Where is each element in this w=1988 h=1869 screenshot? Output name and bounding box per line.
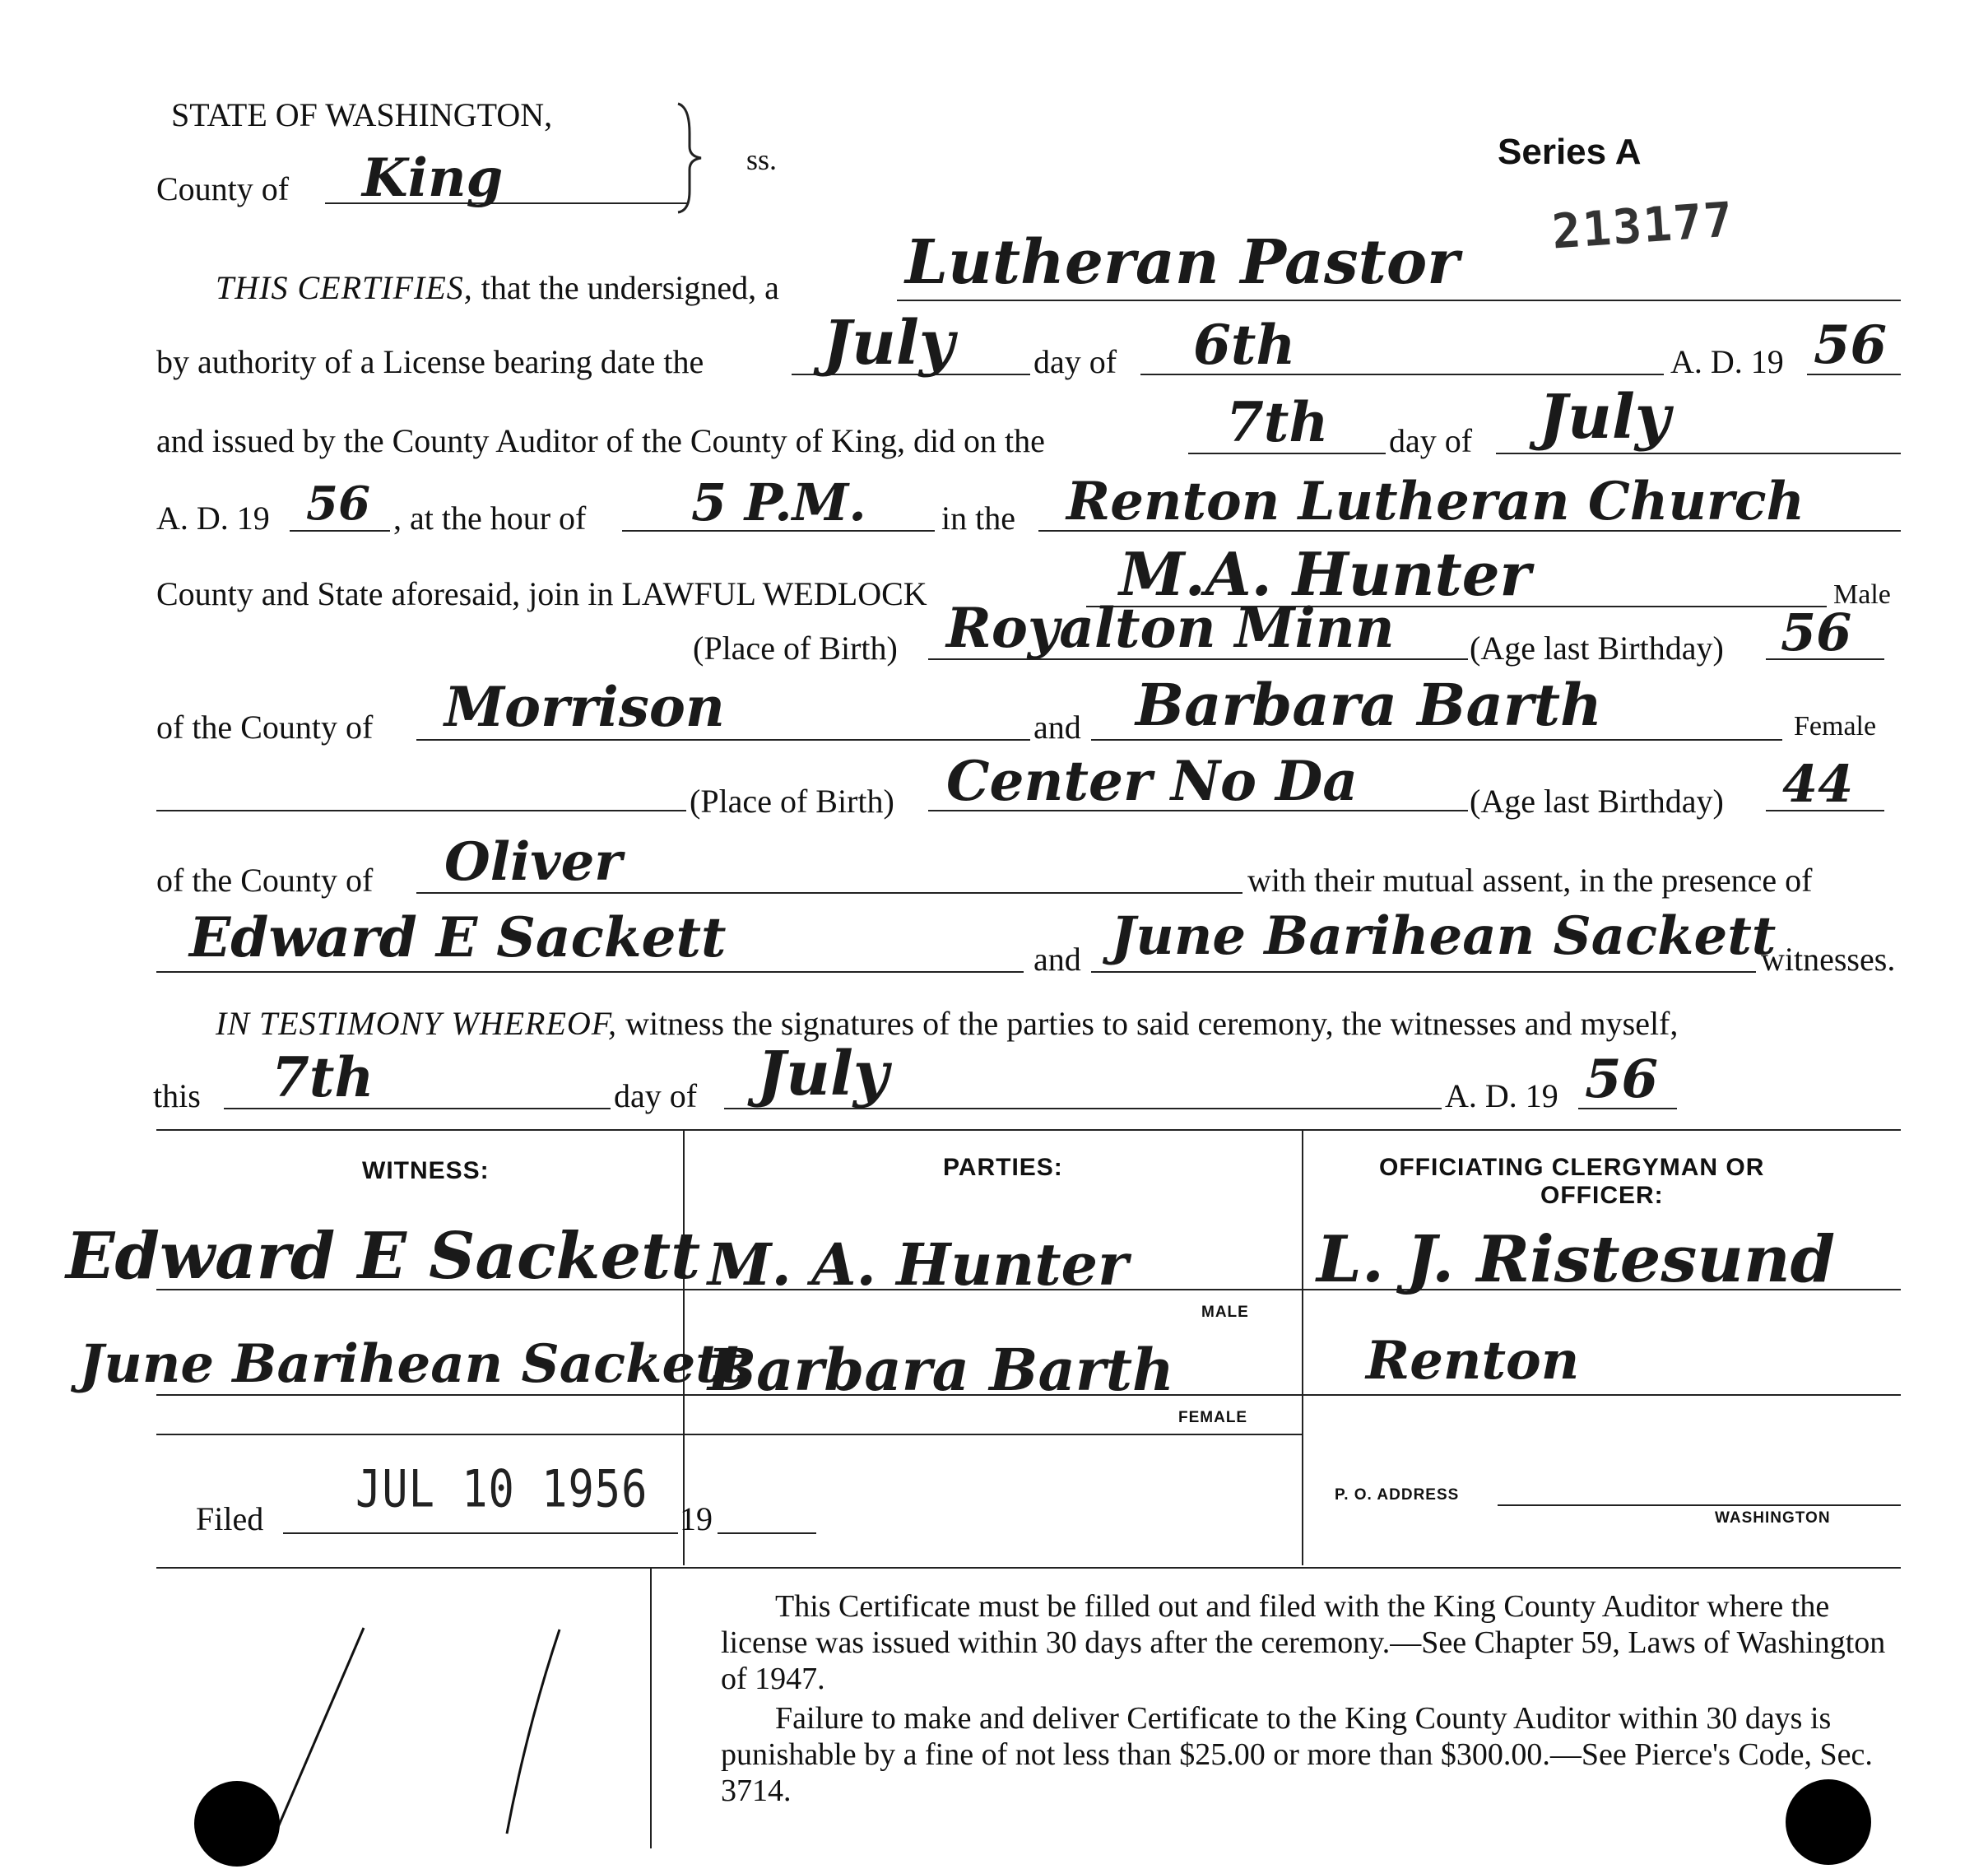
bride-birthplace: Center No Da xyxy=(946,749,1359,813)
po-address-label: P. O. ADDRESS xyxy=(1335,1486,1460,1504)
notice-block xyxy=(721,1588,1902,1809)
sign-year: 56 xyxy=(1585,1048,1659,1110)
officer-signature: L. J. Ristesund xyxy=(1317,1222,1836,1297)
filed-19-line xyxy=(718,1532,816,1534)
witness2-name: June Barihean Sackett xyxy=(1111,905,1777,967)
signature-divider-2 xyxy=(1302,1131,1303,1565)
washington-label: WASHINGTON xyxy=(1715,1509,1831,1527)
bride-age-label: (Age last Birthday) xyxy=(1470,783,1724,820)
witnesses-label: witnesses. xyxy=(1761,941,1896,978)
sign-day-of: day of xyxy=(614,1077,698,1114)
male-caption: MALE xyxy=(1201,1304,1249,1321)
place-value: Renton Lutheran Church xyxy=(1066,471,1805,532)
officer-header-1: OFFICIATING CLERGYMAN OR xyxy=(1379,1154,1765,1181)
officiant-title: Lutheran Pastor xyxy=(905,227,1460,298)
and-label-2: and xyxy=(1033,941,1081,978)
this-label: this xyxy=(153,1077,201,1114)
filed-top-rule xyxy=(156,1434,1302,1435)
groom-county-label: of the County of xyxy=(156,709,374,746)
in-the-label: in the xyxy=(941,500,1015,537)
po-address-line xyxy=(1498,1504,1901,1506)
serial-number: 213177 xyxy=(1549,191,1736,260)
license-ad: A. D. 19 xyxy=(1670,343,1784,380)
ceremony-day: 7th xyxy=(1226,390,1329,454)
testimony-rest: witness the signatures of the parties to said ceremony, the witnesses and myself, xyxy=(625,1005,1679,1042)
party-signature-male: M. A. Hunter xyxy=(708,1230,1128,1299)
filed-stamp: JUL 10 1956 xyxy=(355,1460,648,1519)
blank-line xyxy=(156,810,686,811)
signature-top-rule xyxy=(156,1129,1901,1131)
witness2-line xyxy=(1091,971,1756,973)
officiant-title-line xyxy=(897,300,1901,301)
bottom-divider xyxy=(650,1569,652,1848)
and-label: and xyxy=(1033,709,1081,746)
male-label: Male xyxy=(1833,579,1891,610)
ceremony-month-line xyxy=(1496,453,1901,454)
witness1-line xyxy=(156,971,1024,973)
groom-birthplace: Royalton Minn xyxy=(946,596,1395,660)
county-label: County of xyxy=(156,170,290,207)
ceremony-month: July xyxy=(1539,382,1670,453)
filed-line xyxy=(283,1532,678,1534)
party-signature-female: Barbara Barth xyxy=(708,1336,1174,1404)
license-day: July xyxy=(823,308,955,379)
ceremony-ad: A. D. 19 xyxy=(156,500,270,537)
punch-hole-left xyxy=(194,1781,280,1867)
groom-age: 56 xyxy=(1781,602,1852,663)
groom-county: Morrison xyxy=(444,675,725,739)
parties-header: PARTIES: xyxy=(943,1154,1063,1181)
assent-text: with their mutual assent, in the presence of xyxy=(1247,862,1813,899)
officer-address: Renton xyxy=(1366,1330,1580,1392)
hour-text: , at the hour of xyxy=(393,500,587,537)
license-day-of: day of xyxy=(1033,343,1117,380)
sign-day: 7th xyxy=(272,1045,374,1109)
bride-name-line xyxy=(1091,739,1782,741)
series-label: Series A xyxy=(1498,132,1642,172)
ceremony-day-of: day of xyxy=(1389,422,1473,459)
testimony-line xyxy=(216,1007,1678,1040)
certifies-rest: that the undersigned, a xyxy=(481,269,779,306)
bride-county: Oliver xyxy=(444,831,622,893)
bottom-rule xyxy=(156,1567,1901,1569)
groom-county-line xyxy=(416,739,1030,741)
notice-paragraph-2: Failure to make and deliver Certificate to the King County Auditor within 30 days is punishable by a fine of not less than $25.00 or more than $300.00.—See Pierce's Code, Sec. 3714. xyxy=(721,1701,1873,1808)
state-heading: STATE OF WASHINGTON, xyxy=(171,96,553,133)
license-month: 6th xyxy=(1193,313,1296,377)
sign-month: July xyxy=(757,1039,889,1109)
hour-value: 5 P.M. xyxy=(691,472,866,532)
notice-paragraph-1: This Certificate must be filled out and filed with the King County Auditor where the license was issued within 30 days after the ceremony.—See Chapter 59, Laws of Washington of 1947. xyxy=(721,1589,1886,1696)
female-label: Female xyxy=(1794,711,1877,742)
filed-label: Filed xyxy=(196,1500,264,1537)
witness1-name: Edward E Sackett xyxy=(189,905,727,969)
witness-signature-2: June Barihean Sackett xyxy=(79,1333,745,1395)
groom-name: M.A. Hunter xyxy=(1119,539,1531,609)
ceremony-year: 56 xyxy=(306,477,370,531)
ss-label: ss. xyxy=(746,143,778,176)
county-value: King xyxy=(362,147,504,209)
pencil-marks xyxy=(263,1621,592,1843)
groom-place-of-birth-label: (Place of Birth) xyxy=(693,630,898,667)
testimony-lead: IN TESTIMONY WHEREOF, xyxy=(216,1005,618,1042)
bride-county-label: of the County of xyxy=(156,862,374,899)
witness-header: WITNESS: xyxy=(362,1157,490,1184)
certifies-line xyxy=(216,269,779,306)
officer-header-2: OFFICER: xyxy=(1540,1182,1664,1209)
punch-hole-right xyxy=(1786,1779,1871,1865)
bride-name: Barbara Barth xyxy=(1136,671,1602,739)
bride-place-of-birth-label: (Place of Birth) xyxy=(690,783,894,820)
issued-text: and issued by the County Auditor of the County of King, did on the xyxy=(156,422,1045,459)
bracket-icon xyxy=(673,100,706,216)
sign-ad: A. D. 19 xyxy=(1445,1077,1558,1114)
license-year: 56 xyxy=(1814,314,1888,376)
groom-age-label: (Age last Birthday) xyxy=(1470,630,1724,667)
witness-signature-1: Edward E Sackett xyxy=(66,1219,701,1294)
license-text: by authority of a License bearing date the xyxy=(156,343,704,380)
wedlock-text: County and State aforesaid, join in LAWFUL WEDLOCK xyxy=(156,575,927,612)
filed-19: 19 xyxy=(680,1500,713,1537)
certifies-lead: THIS CERTIFIES, xyxy=(216,269,473,306)
female-caption: FEMALE xyxy=(1178,1409,1248,1426)
bride-age: 44 xyxy=(1782,754,1854,814)
